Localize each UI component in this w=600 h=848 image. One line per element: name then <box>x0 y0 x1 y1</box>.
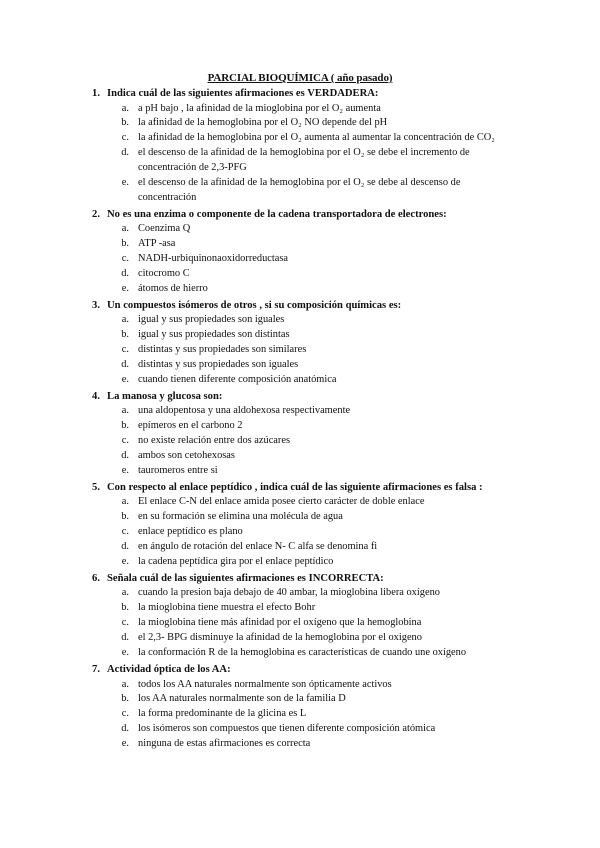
option-text: cuando tienen diferente composición anatómica <box>138 374 337 385</box>
answer-option <box>0 237 600 252</box>
question-text: Señala cuál de las siguientes afirmaciones es INCORRECTA: <box>107 572 384 584</box>
option-text: El enlace C-N del enlace amida posee cierto carácter de doble enlace <box>138 496 425 508</box>
option-text: los AA naturales normalmente son de la familia D <box>138 693 346 705</box>
option-letter: d. <box>121 632 129 644</box>
option-text: el descenso de la afinidad de la hemoglobina por el O₂ se debe el incremento de concentración de 2,3-PFG <box>138 147 470 174</box>
option-letter: a. <box>121 223 129 235</box>
answer-option <box>0 116 600 131</box>
option-letter: b. <box>121 117 129 129</box>
question-header <box>0 663 600 678</box>
option-text: los isómeros son compuestos que tienen diferente composición atómica <box>138 723 436 735</box>
answer-option <box>0 313 600 328</box>
answer-option <box>0 282 600 297</box>
question-list <box>0 87 600 754</box>
option-letter: d. <box>121 268 129 280</box>
answer-option <box>0 464 600 479</box>
answer-option <box>0 631 600 646</box>
option-text: distintas y sus propiedades son iguales <box>138 359 299 371</box>
option-letter: b. <box>121 511 129 523</box>
question-number: 7. <box>92 664 100 675</box>
option-letter: a. <box>121 405 129 417</box>
option-text: enlace peptídico es plano <box>138 526 243 538</box>
answer-option <box>0 449 600 464</box>
question-number: 4. <box>92 390 100 402</box>
option-letter: d. <box>121 723 129 735</box>
option-text: la mioglobina tiene muestra el efecto Bohr <box>138 602 316 614</box>
answer-option <box>0 678 600 693</box>
option-letter: c. <box>121 253 129 265</box>
option-letter: c. <box>121 708 129 720</box>
option-text: igual y sus propiedades son iguales <box>138 314 285 326</box>
question-3 <box>0 299 600 388</box>
option-text: en ángulo de rotación del enlace N- C alfa se denomina fi <box>138 541 378 553</box>
answer-option <box>0 510 600 525</box>
option-letter: e. <box>121 738 129 750</box>
answer-option <box>0 222 600 237</box>
question-number: 5. <box>92 481 100 493</box>
option-text: en su formación se elimina una molécula de agua <box>138 511 343 523</box>
option-text: ninguna de estas afirmaciones es correcta <box>138 738 311 750</box>
option-text: la afinidad de la hemoglobina por el O₂ aumenta al aumentar la concentración de CO₂ <box>138 132 495 144</box>
option-letter: c. <box>121 344 129 356</box>
answer-option <box>0 722 600 737</box>
answer-option <box>0 737 600 752</box>
question-4 <box>0 390 600 479</box>
question-7 <box>0 663 600 752</box>
question-number: 1. <box>92 88 100 99</box>
option-text: el descenso de la afinidad de la hemoglobina por el O₂ se debe al descenso de concentración <box>138 177 461 203</box>
option-text: el 2,3- BPG disminuye la afinidad de la hemoglobina por el oxigeno <box>138 632 422 644</box>
option-letter: c. <box>121 132 129 144</box>
option-letter: b. <box>121 420 129 432</box>
answer-option <box>0 328 600 343</box>
option-letter: a. <box>121 678 129 690</box>
option-letter: e. <box>121 374 129 385</box>
answer-option <box>0 102 600 117</box>
question-header <box>0 299 600 314</box>
option-letter: e. <box>121 556 129 568</box>
option-text: distintas y sus propiedades son similares <box>138 344 307 356</box>
answer-option <box>0 404 600 419</box>
option-text: la conformación R de la hemoglobina es características de cuando une oxígeno <box>138 647 467 659</box>
question-5 <box>0 481 600 570</box>
option-text: igual y sus propiedades son distintas <box>138 329 290 341</box>
answer-option <box>0 419 600 434</box>
question-text: Un compuestos isómeros de otros , si su composición químicas es: <box>107 299 402 311</box>
answer-option <box>0 646 600 661</box>
question-1 <box>0 87 600 206</box>
answer-option <box>0 707 600 722</box>
option-text: a pH bajo , la afinidad de la mioglobina por el O₂ aumenta <box>138 102 381 114</box>
answer-option <box>0 176 600 206</box>
option-letter: d. <box>121 359 129 371</box>
option-letter: e. <box>121 282 129 294</box>
answer-option <box>0 434 600 449</box>
answer-option <box>0 373 600 388</box>
answer-option <box>0 555 600 570</box>
option-text: una aldopentosa y una aldohexosa respectivamente <box>138 405 351 417</box>
answer-option <box>0 358 600 373</box>
option-text: la mioglobina tiene más afinidad por el oxígeno que la hemoglobina <box>138 617 422 629</box>
answer-option <box>0 131 600 146</box>
option-text: ATP -asa <box>138 238 176 250</box>
option-letter: e. <box>121 177 129 189</box>
question-text: No es una enzima o componente de la cadena transportadora de electrones: <box>107 208 447 220</box>
option-letter: c. <box>121 435 129 447</box>
answer-option <box>0 616 600 631</box>
option-letter: b. <box>121 602 129 614</box>
option-text: NADH-urbiquinonaoxidorreductasa <box>138 253 289 265</box>
option-letter: a. <box>121 102 129 114</box>
option-letter: b. <box>121 693 129 705</box>
option-text: epímeros en el carbono 2 <box>138 420 243 432</box>
answer-option <box>0 692 600 707</box>
question-header <box>0 390 600 405</box>
question-header <box>0 87 600 102</box>
option-text: todos los AA naturales normalmente son ópticamente activos <box>138 678 392 690</box>
page-title: PARCIAL BIOQUÍMICA ( año pasado) <box>207 72 393 84</box>
answer-option <box>0 267 600 282</box>
option-text: la forma predominante de la glicina es L <box>138 708 307 720</box>
option-letter: a. <box>121 314 129 326</box>
question-6 <box>0 572 600 661</box>
option-letter: d. <box>121 450 129 462</box>
answer-option <box>0 586 600 601</box>
answer-option <box>0 252 600 267</box>
answer-option <box>0 146 600 176</box>
option-text: átomos de hierro <box>138 282 208 294</box>
answer-option <box>0 525 600 540</box>
option-text: la afinidad de la hemoglobina por el O₂ NO depende del pH <box>138 117 388 129</box>
question-text: Indica cuál de las siguientes afirmaciones es VERDADERA: <box>107 88 379 99</box>
question-number: 2. <box>92 208 100 220</box>
question-text: Con respecto al enlace peptídico , indica cuál de las siguiente afirmaciones es falsa : <box>107 481 483 493</box>
question-header <box>0 481 600 496</box>
answer-option <box>0 540 600 555</box>
option-letter: d. <box>121 541 129 553</box>
option-text: citocromo C <box>138 268 190 280</box>
option-text: no existe relación entre dos azúcares <box>138 435 291 447</box>
option-letter: a. <box>121 496 129 508</box>
option-text: cuando la presion baja debajo de 40 ambar, la mioglobina libera oxígeno <box>138 587 440 599</box>
option-letter: d. <box>121 147 129 159</box>
question-header <box>0 208 600 223</box>
answer-option <box>0 601 600 616</box>
question-2 <box>0 208 600 297</box>
question-text: La manosa y glucosa son: <box>107 390 223 402</box>
question-number: 3. <box>92 299 100 311</box>
question-number: 6. <box>92 572 100 584</box>
option-text: la cadena peptídica gira por el enlace peptídico <box>138 556 334 568</box>
option-letter: a. <box>121 587 129 599</box>
option-text: ambos son cetohexosas <box>138 450 235 462</box>
answer-option <box>0 343 600 358</box>
option-text: Coenzima Q <box>138 223 191 235</box>
option-letter: b. <box>121 329 129 341</box>
option-letter: e. <box>121 465 129 477</box>
option-letter: e. <box>121 647 129 659</box>
option-letter: c. <box>121 526 129 538</box>
answer-option <box>0 495 600 510</box>
question-header <box>0 572 600 587</box>
option-letter: c. <box>121 617 129 629</box>
question-text: Actividad óptica de los AA: <box>107 664 231 675</box>
option-letter: b. <box>121 238 129 250</box>
option-text: tauromeros entre si <box>138 465 218 477</box>
